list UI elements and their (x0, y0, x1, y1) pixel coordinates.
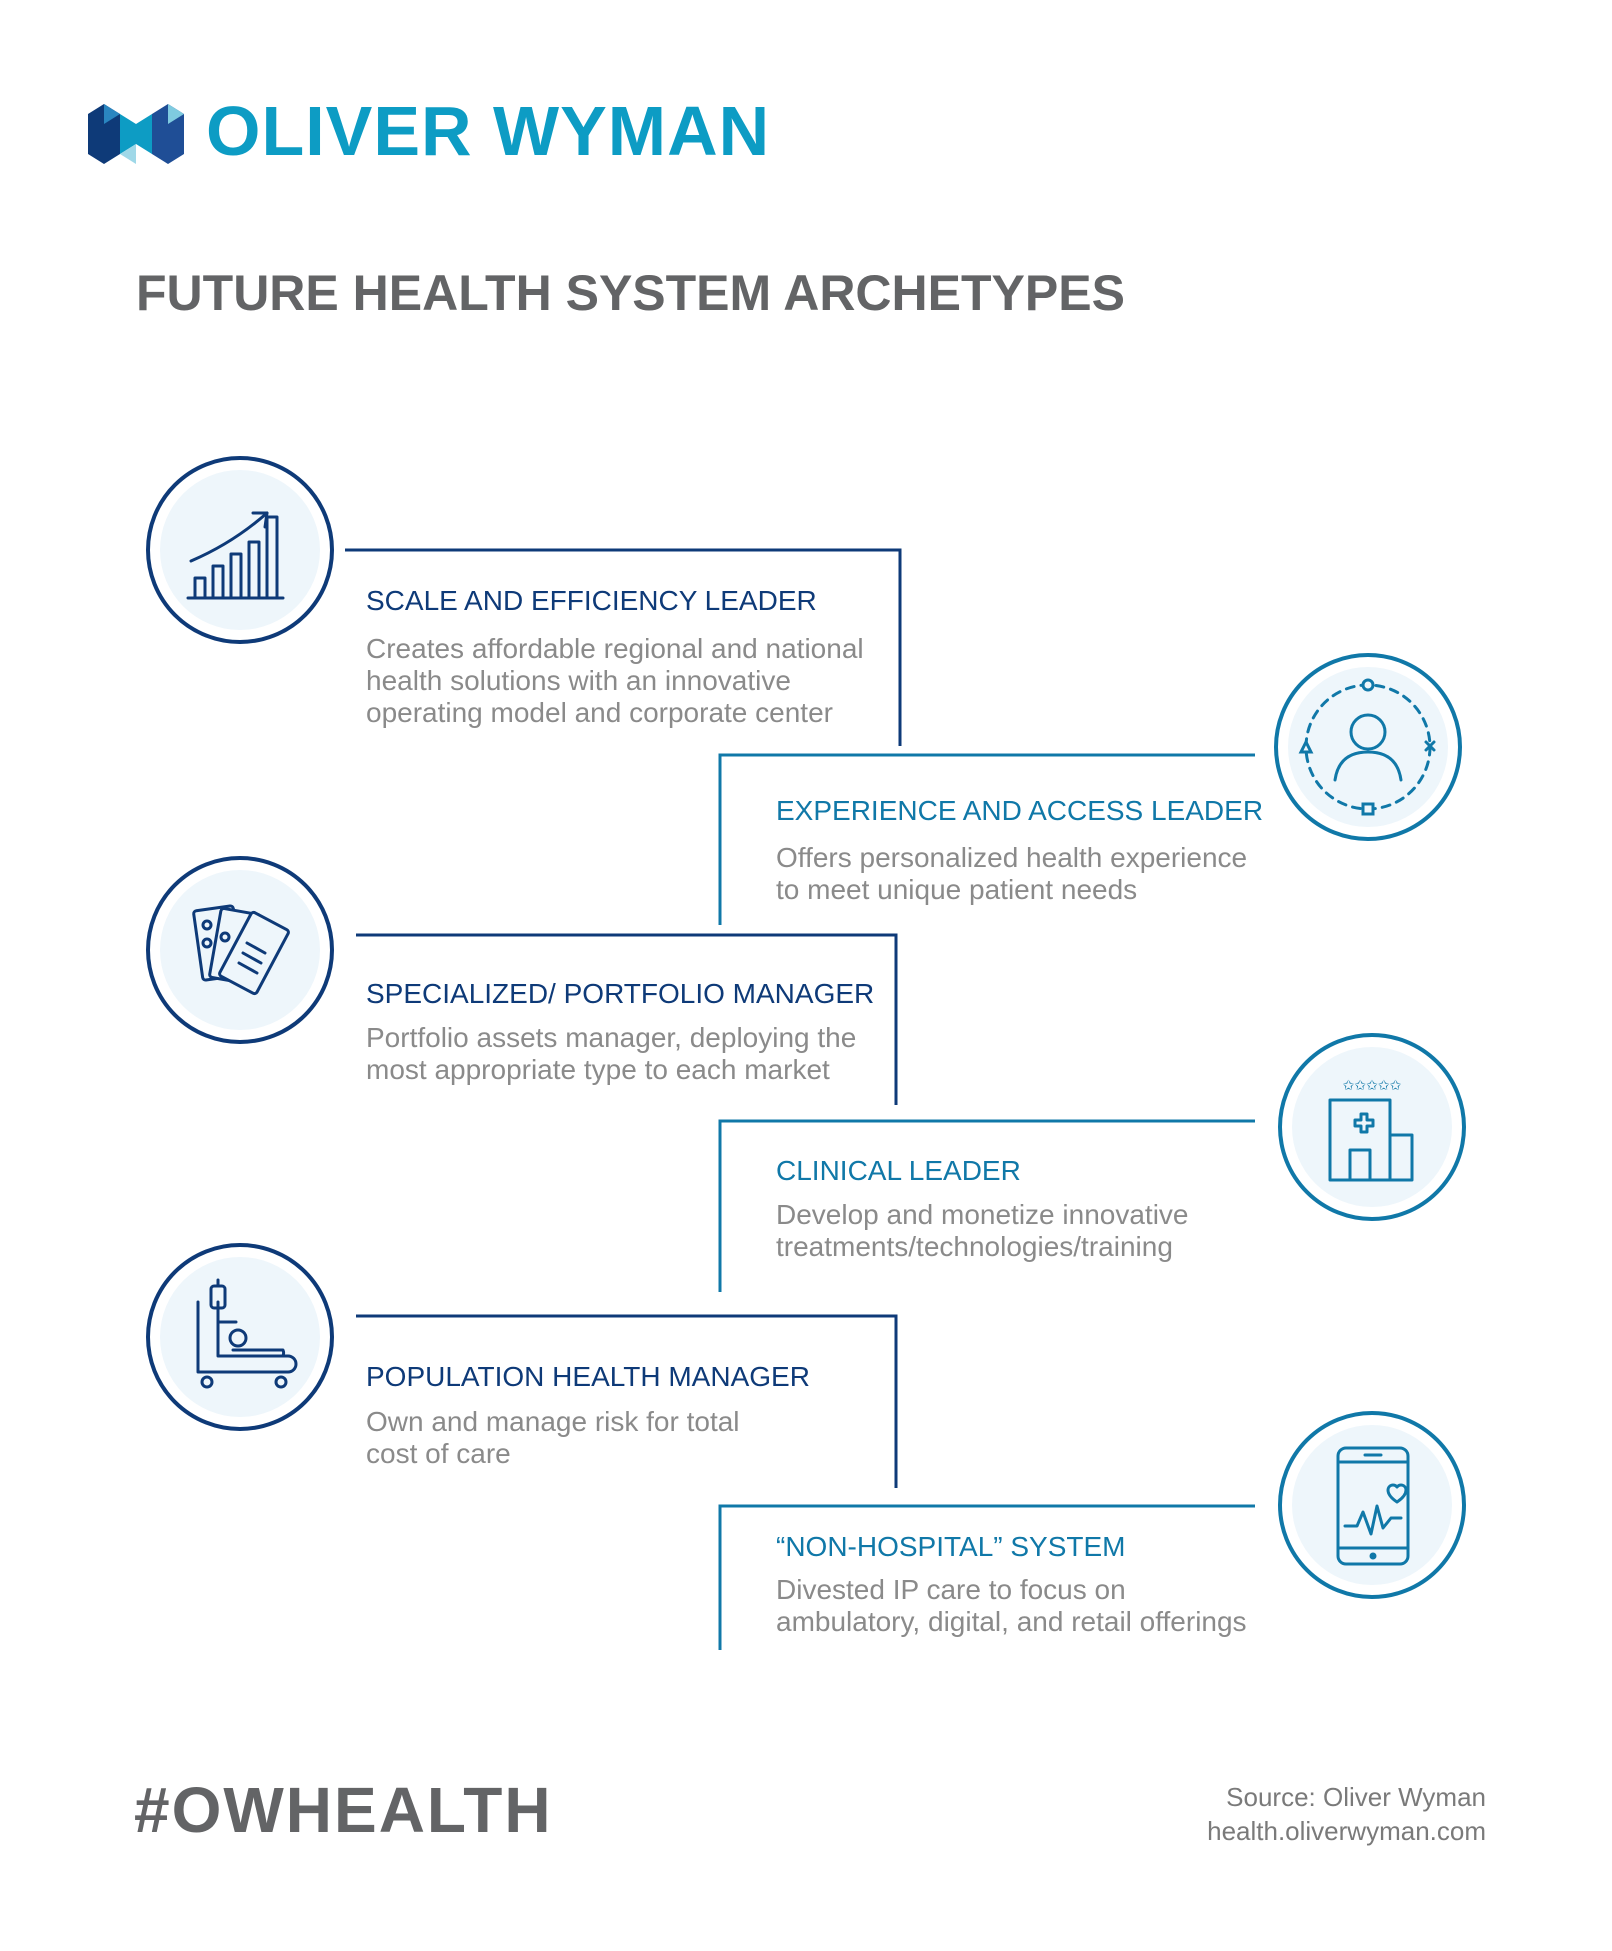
archetype-5-description: Own and manage risk for total cost of care (366, 1406, 740, 1469)
archetype-3-title: SPECIALIZED/ PORTFOLIO MANAGER (366, 978, 875, 1009)
brand-name: OLIVER WYMAN (206, 92, 771, 170)
archetype-2-title: EXPERIENCE AND ACCESS LEADER (776, 795, 1264, 826)
patient-bed-icon (143, 1240, 337, 1434)
archetype-1-title: SCALE AND EFFICIENCY LEADER (366, 585, 817, 616)
archetype-2-description: Offers personalized health experience to meet unique patient needs (776, 842, 1248, 905)
svg-text:✩✩✩✩✩: ✩✩✩✩✩ (1342, 1078, 1402, 1094)
archetype-3-description: Portfolio assets manager, deploying the most appropriate type to each market (366, 1022, 857, 1085)
archetype-4-title: CLINICAL LEADER (776, 1155, 1021, 1186)
rated-hospital-icon (1275, 1030, 1469, 1224)
page-title: FUTURE HEALTH SYSTEM ARCHETYPES (136, 265, 1125, 321)
hashtag: #OWHEALTH (134, 1774, 553, 1846)
archetype-1-description: Creates affordable regional and national health solutions with an innovative operating model and corporate center (366, 633, 864, 728)
source-label: Source: Oliver Wyman (1226, 1782, 1486, 1812)
source-url: health.oliverwyman.com (1207, 1816, 1486, 1846)
bar-chart-growth-icon (143, 453, 337, 647)
archetype-5-title: POPULATION HEALTH MANAGER (366, 1361, 810, 1392)
archetype-4-description: Develop and monetize innovative treatments/technologies/training (776, 1199, 1189, 1262)
source-note (1207, 1780, 1486, 1848)
mobile-heart-icon (1275, 1408, 1469, 1602)
portfolio-cards-icon (143, 853, 337, 1047)
archetype-6-title: “NON-HOSPITAL” SYSTEM (776, 1531, 1126, 1562)
archetype-6-description: Divested IP care to focus on ambulatory, digital, and retail offerings (776, 1574, 1247, 1637)
person-cycle-icon (1271, 650, 1465, 844)
